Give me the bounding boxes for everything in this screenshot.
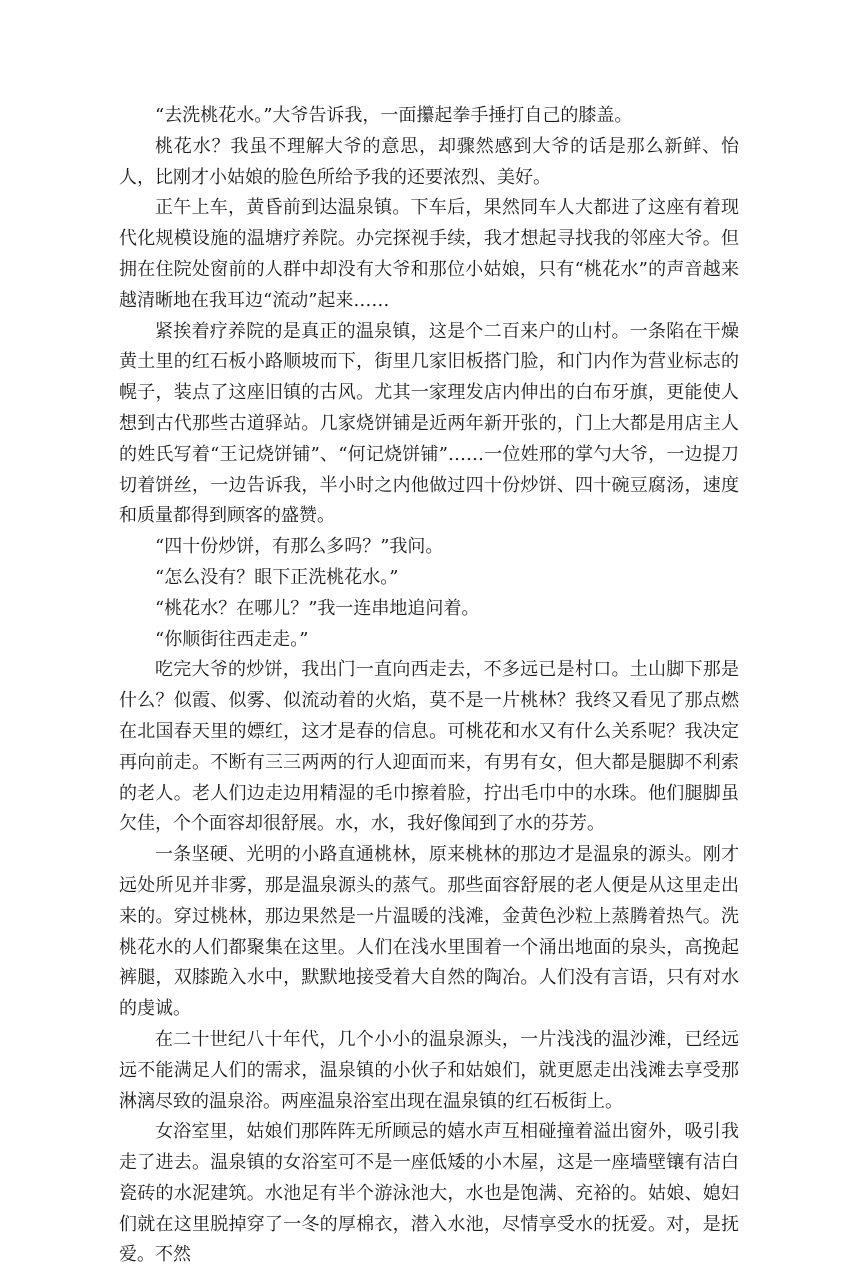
- paragraph: 桃花水？我虽不理解大爷的意思，却骤然感到大爷的话是那么新鲜、怡人，比刚才小姑娘的脸色所给予我的还要浓烈、美好。: [119, 135, 739, 188]
- paragraph: “去洗桃花水。”大爷告诉我，一面攥起拳手捶打自己的膝盖。: [155, 105, 633, 126]
- paragraph: 吃完大爷的炒饼，我出门一直向西走去，不多远已是村口。土山脚下那是什么？似霞、似雾、似流动着的火焰，莫不是一片桃林？我终又看见了那点燃在北国春天里的嫖红，这才是春的信息。可桃花和水又有什么关系呢？我决定再向前走。不断有三三两两的行人迎面而来，有男有女，但大都是腿脚不利索的老人。老人们边走边用精湿的毛巾擦着脸，拧出毛巾中的水珠。他们腿脚虽欠佳，个个面容却很舒展。水，水，我好像闻到了水的芬芳。: [119, 659, 739, 835]
- paragraph: “怎么没有？眼下正洗桃花水。”: [155, 566, 399, 588]
- paragraph: “桃花水？在哪儿？”我一连串地追问着。: [155, 597, 480, 619]
- document-page: [119, 101, 739, 1271]
- paragraph: 紧挨着疗养院的是真正的温泉镇，这是个二百来户的山村。一条陷在干燥黄土里的红石板小路顺坡而下，街里几家旧板搭门脸，和门内作为营业标志的幌子，装点了这座旧镇的古风。尤其一家理发店内伸出的白布牙旗，更能使人想到古代那些古道驿站。几家烧饼铺是近两年新开张的，门上大都是用店主人的姓氏写着“王记烧饼铺”、“何记烧饼铺”……一位姓邢的掌勺大爷，一边提刀切着饼丝，一边告诉我，半小时之内他做过四十份炒饼、四十碗豆腐汤，速度和质量都得到顾客的盛赞。: [119, 320, 739, 527]
- paragraph: “你顺街往西走走。”: [155, 628, 309, 650]
- paragraph: “四十份炒饼，有那么多吗？”我问。: [155, 536, 444, 558]
- paragraph: 女浴室里，姑娘们那阵阵无所顾忌的嬉水声互相碰撞着溢出窗外，吸引我走了进去。温泉镇的女浴室可不是一座低矮的小木屋，这是一座墙壁镶有洁白瓷砖的水泥建筑。水池足有半个游泳池大，水也是饱满、充裕的。姑娘、媳妇们就在这里脱掉穿了一冬的厚棉衣，潜入水池，尽情享受水的抚爱。对，是抚爱。不然: [119, 1121, 739, 1266]
- paragraph: 在二十世纪八十年代，几个小小的温泉源头，一片浅浅的温沙滩，已经远远不能满足人们的需求，温泉镇的小伙子和姑娘们，就更愿走出浅滩去享受那淋漓尽致的温泉浴。两座温泉浴室出现在温泉镇的红石板街上。: [119, 1028, 739, 1112]
- paragraph: 正午上车，黄昏前到达温泉镇。下车后，果然同车人大都进了这座有着现代化规模设施的温塘疗养院。办完探视手续，我才想起寻找我的邻座大爷。但拥在住院处窗前的人群中却没有大爷和那位小姑娘，只有“桃花水”的声音越来越清晰地在我耳边“流动”起来……: [119, 197, 739, 311]
- paragraph: 一条坚硬、光明的小路直通桃林，原来桃林的那边才是温泉的源头。刚才远处所见并非雾，那是温泉源头的蒸气。那些面容舒展的老人便是从这里走出来的。穿过桃林，那边果然是一片温暖的浅滩，金黄色沙粒上蒸腾着热气。洗桃花水的人们都聚集在这里。人们在浅水里围着一个涌出地面的泉头，高挽起裤腿，双膝跪入水中，默默地接受着大自然的陶冶。人们没有言语，只有对水的虔诚。: [119, 844, 739, 1020]
